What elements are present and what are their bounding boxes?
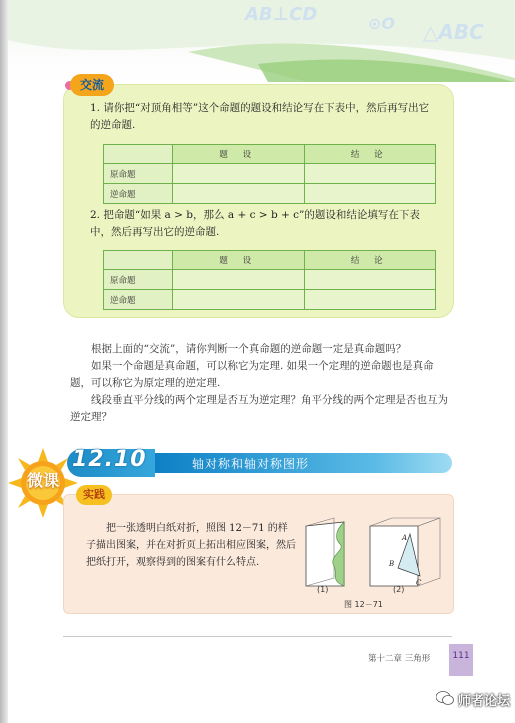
point-a-label: A xyxy=(402,534,408,542)
body-paragraph-3: 线段垂直平分线的两个定理是否互为逆定理？角平分线的两个定理是否也互为逆定理？ xyxy=(70,394,448,423)
section-number: 12.10 xyxy=(72,447,147,472)
point-b-label: B xyxy=(389,560,395,568)
body-paragraph-1: 根据上面的“交流”，请你判断一个真命题的逆命题一定是真命题吗？ xyxy=(91,343,407,355)
header-deco-triangle: △ABC xyxy=(423,20,484,44)
page-spine-shadow xyxy=(0,0,8,723)
table2-cell[interactable] xyxy=(304,290,436,310)
table1-row-converse: 逆命题 xyxy=(104,184,173,204)
table1-header-blank xyxy=(104,145,173,164)
table2-row-converse: 逆命题 xyxy=(104,290,173,310)
practice-badge: 实践 xyxy=(76,485,112,505)
table1-cell[interactable] xyxy=(304,164,436,184)
practice-text: 把一张透明白纸对折，照图 12－71 的样子描出图案，并在对折页上拓出相应图案，然后把纸打开，观察得到的图案有什么特点. xyxy=(86,523,296,568)
table2-row-original: 原命题 xyxy=(104,270,173,290)
body-paragraph-2: 如果一个命题是真命题，可以称它为定理. 如果一个定理的逆命题也是真命题，可以称它为原定理的逆定理. xyxy=(70,360,434,389)
table1-row-original: 原命题 xyxy=(104,164,173,184)
micro-lesson-badge[interactable]: 微课 xyxy=(26,471,59,490)
exchange-badge: 交流 xyxy=(70,74,114,96)
exchange-question-2: 2. 把命题“如果 a > b，那么 a + c > b + c”的题设和结论填写在下表中，然后再写出它的逆命题. xyxy=(90,209,420,238)
table1-header-condition: 题 设 xyxy=(173,145,305,164)
table2-cell[interactable] xyxy=(304,270,436,290)
exchange-table-1 xyxy=(103,144,436,204)
footer-divider xyxy=(63,636,452,637)
section-title: 轴对称和轴对称图形 xyxy=(192,457,310,471)
point-c-label: C xyxy=(416,579,422,587)
wechat-icon xyxy=(436,690,454,706)
page-number: 111 xyxy=(452,651,470,661)
table2-cell[interactable] xyxy=(173,270,305,290)
exchange-table-2 xyxy=(103,250,436,310)
figure-1-folded-paper xyxy=(306,518,344,586)
chapter-label: 第十二章 三角形 xyxy=(368,654,431,664)
table1-cell[interactable] xyxy=(173,164,305,184)
table2-cell[interactable] xyxy=(173,290,305,310)
table2-header-condition: 题 设 xyxy=(173,251,305,270)
figure-label-2: (2) xyxy=(393,585,405,594)
figure-label-1: (1) xyxy=(317,585,329,594)
exchange-question-1: 1. 请你把“对顶角相等”这个命题的题设和结论写在下表中，然后再写出它的逆命题. xyxy=(90,102,430,131)
figure-caption: 图 12－71 xyxy=(344,600,383,609)
figure-2-folded-paper xyxy=(370,518,440,586)
table2-header-conclusion: 结 论 xyxy=(304,251,436,270)
header-deco-circle: ⊙O xyxy=(368,14,396,33)
table1-cell[interactable] xyxy=(304,184,436,204)
table1-header-conclusion: 结 论 xyxy=(304,145,436,164)
header-deco-perpendicular: AB⊥CD xyxy=(245,4,318,25)
table1-cell[interactable] xyxy=(173,184,305,204)
table2-header-blank xyxy=(104,251,173,270)
watermark-text: 师者论坛 xyxy=(458,694,511,709)
